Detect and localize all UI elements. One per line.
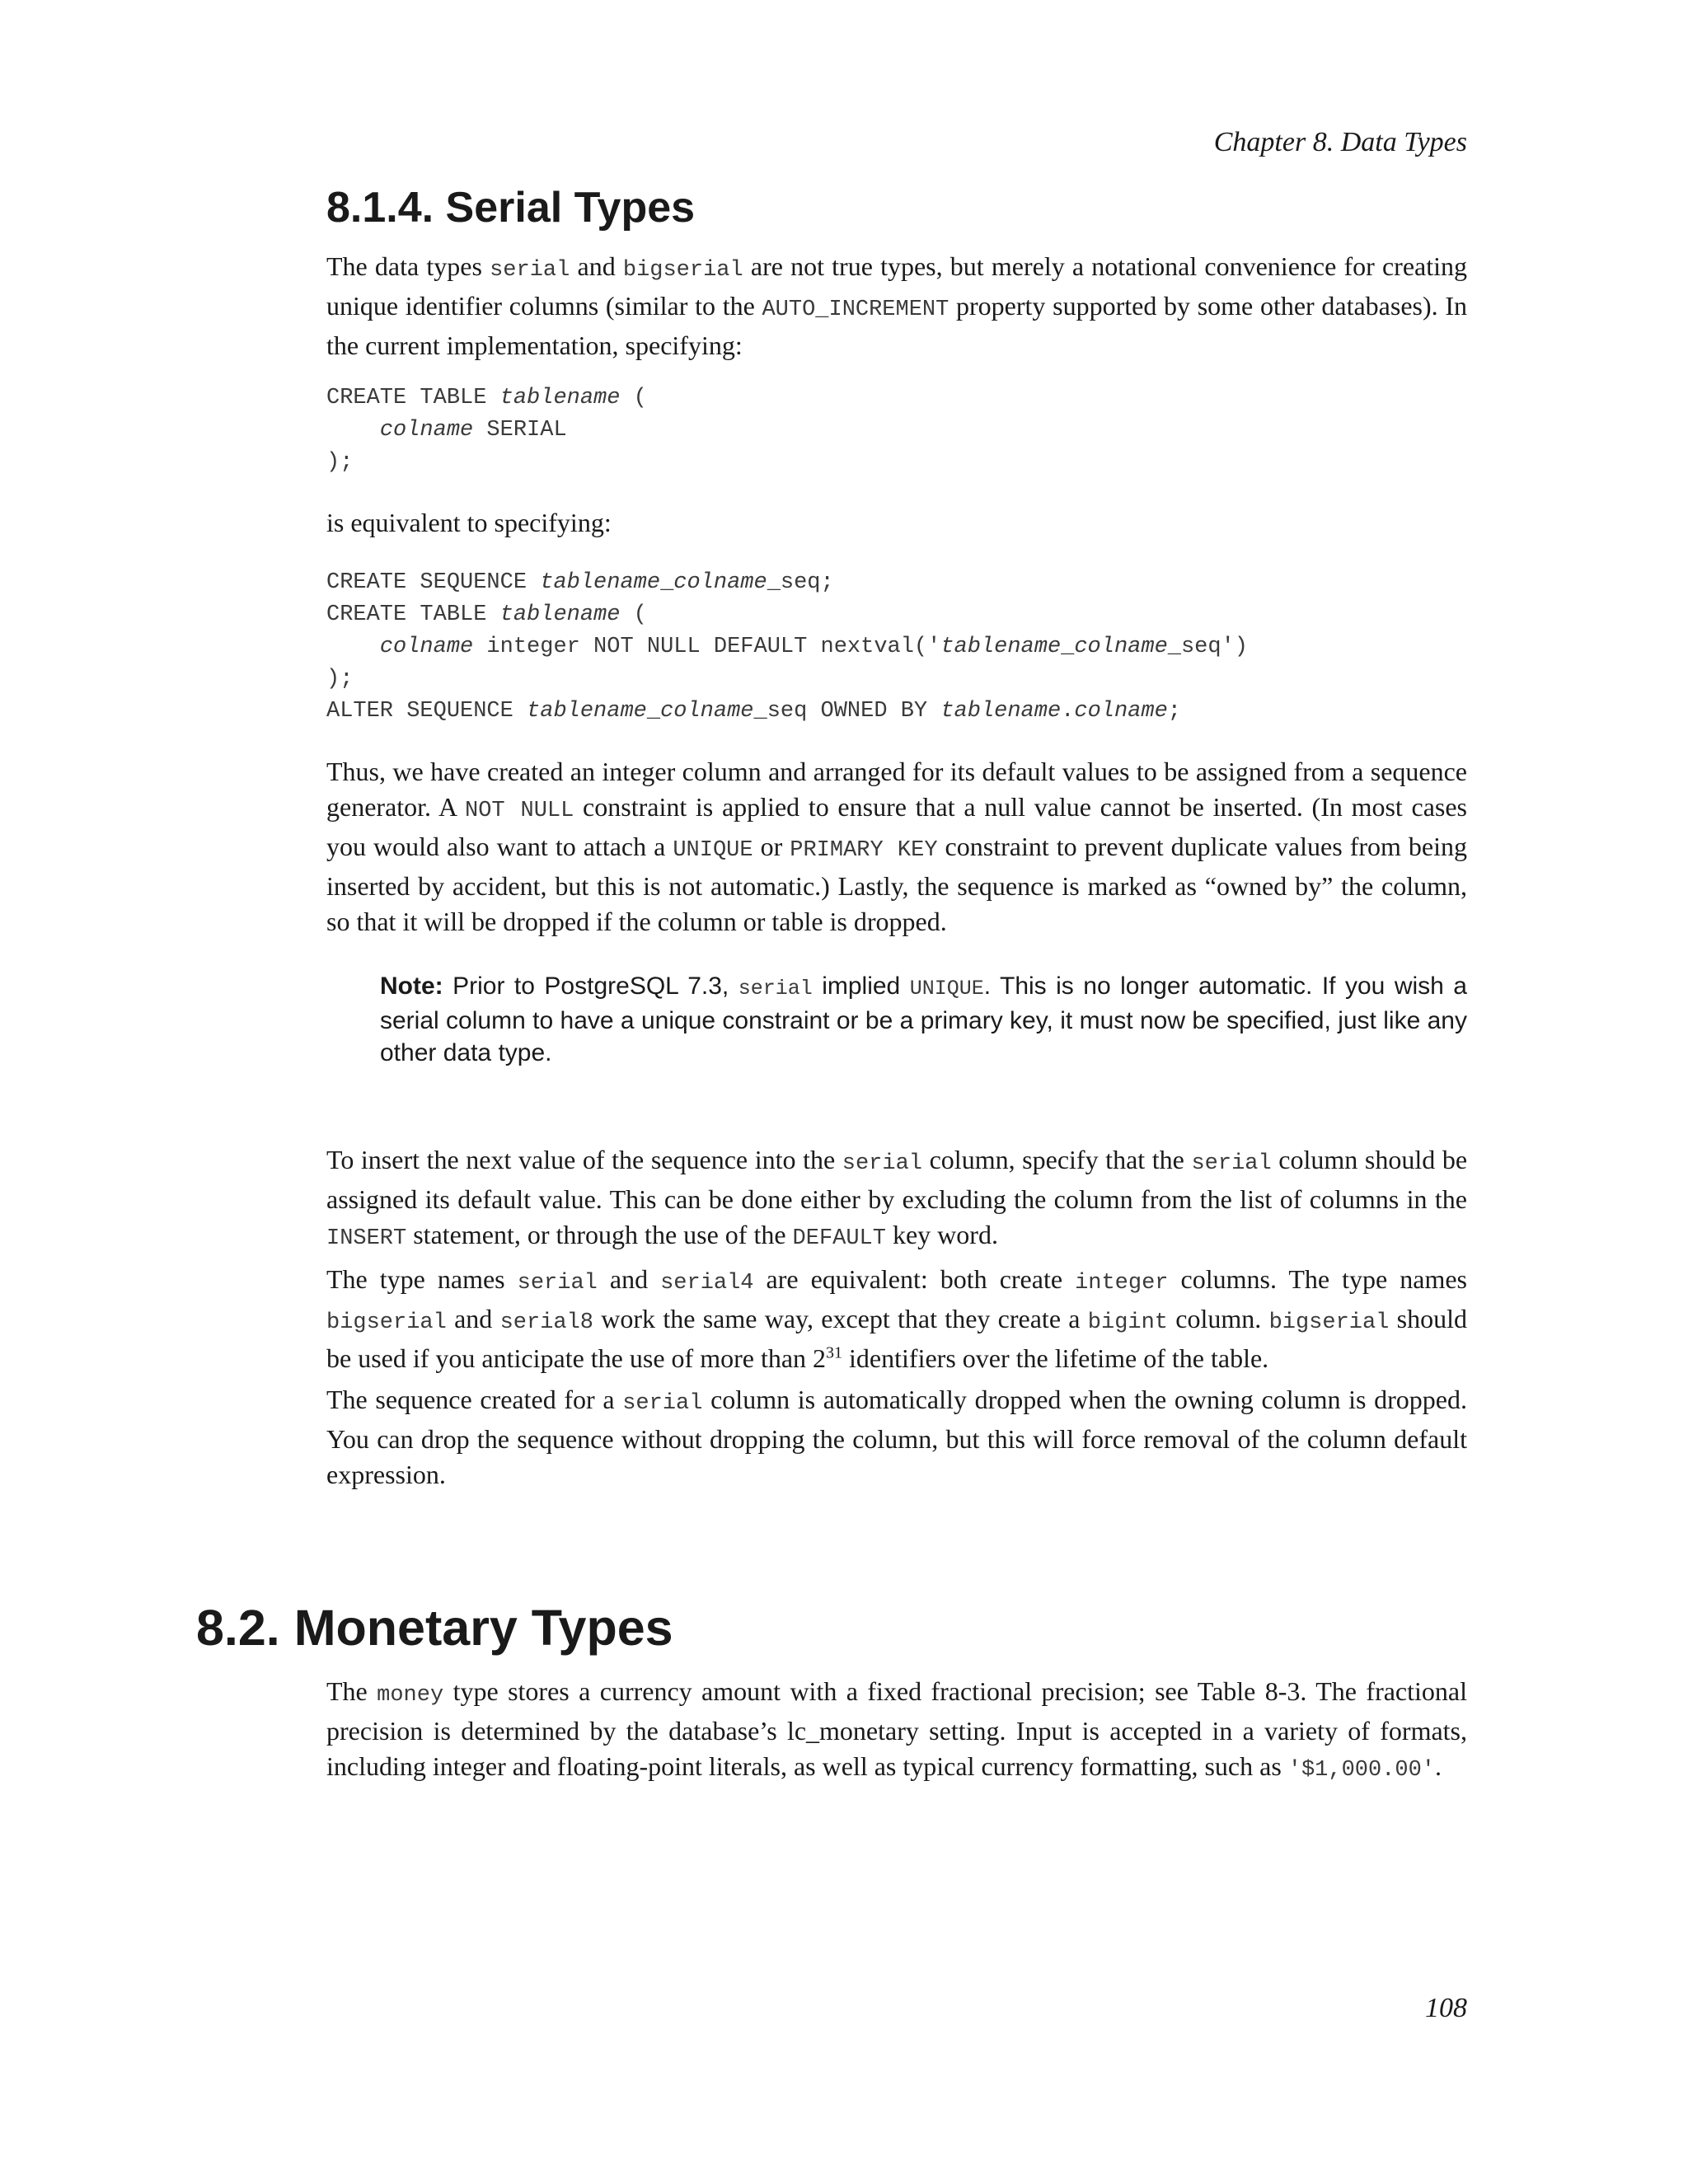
paragraph-money: The money type stores a currency amount with a fixed fractional precision; see Table 8-3. The fractional precision is determined by the database’s lc_monetary setting. Input is accepted in a variety of formats, including integer and floating-point literals, as well as typical currency formatting, such as '$1,000.00'. [326,1676,1468,1783]
section-title-monetary-types: 8.2. Monetary Types [196,1600,673,1656]
code-block-create-table: CREATE TABLE tablename ( colname SERIAL ); [326,386,647,475]
inline-code: integer [1075,1271,1169,1296]
inline-code: PRIMARY KEY [790,838,938,863]
inline-code: serial [1191,1151,1272,1176]
paragraph-type-names: The type names serial and serial4 are equivalent: both create integer columns. The type names bigserial and serial8 work the same way, except that they create a bigint column. bigserial should be used if you anticipate the use of more than $2^{31}$ identifiers over the lifetime of the table. [326,1264,1468,1373]
inline-code: serial [622,1391,703,1416]
inline-code: serial [490,258,570,283]
superscript-exponent: 31 [826,1343,843,1362]
paragraph-sequence-dropped: The sequence created for a serial column is automatically dropped when the owning column is dropped. You can drop the sequence without dropping the column, but this will force removal of the column default expression. [326,1385,1468,1489]
inline-code: serial [738,977,813,1001]
inline-code: bigint [1087,1310,1169,1335]
inline-code: serial [517,1271,598,1296]
inline-code: '$1,000.00' [1287,1758,1435,1783]
paragraph-serial-intro: The data types serial and bigserial are not true types, but merely a notational convenience for creating unique identifier columns (similar to the AUTO_INCREMENT property supported by some other databases). In the current implementation, specifying: [326,251,1468,360]
inline-code: bigserial [1268,1310,1390,1335]
inline-code: AUTO_INCREMENT [762,298,950,322]
code-block-sequence: CREATE SEQUENCE tablename_colname_seq; CREATE TABLE tablename ( colname integer NOT NULL DEFAULT nextval('tablename_colname_seq') ); ALTER SEQUENCE tablename_colname_seq OWNED BY tablename.colname; [326,570,1248,724]
inline-code: serial [842,1151,922,1176]
inline-code: INSERT [326,1226,407,1251]
section-title-serial-types: 8.1.4. Serial Types [326,184,696,232]
inline-code: money [377,1683,444,1708]
paragraph-insert: To insert the next value of the sequence into the serial column, specify that the serial column should be assigned its default value. This can be done either by excluding the column from the list of columns in the INSERT statement, or through the use of the DEFAULT key word. [326,1145,1468,1251]
inline-code: bigserial [622,258,743,283]
inline-code: UNIQUE [673,838,753,863]
paragraph-thus: Thus, we have created an integer column and arranged for its default values to be assigned from a sequence generator. A NOT NULL constraint is applied to ensure that a null value cannot be inserted. (In most cases you would also want to attach a UNIQUE or PRIMARY KEY constraint to prevent duplicate values from being inserted by accident, but this is not automatic.) Lastly, the sequence is marked as “owned by” the column, so that it will be dropped if the column or table is dropped. [326,757,1468,936]
inline-code: DEFAULT [792,1226,886,1251]
inline-code: bigserial [326,1310,447,1335]
inline-code: serial8 [499,1310,594,1335]
note-label: Note: [380,972,443,1000]
paragraph-equivalent: is equivalent to specifying: [326,508,612,537]
running-header: Chapter 8. Data Types [1213,127,1467,157]
inline-code: NOT NULL [465,799,574,823]
inline-code: serial4 [660,1271,754,1296]
page-number: 108 [1425,1993,1467,2023]
inline-code: UNIQUE [909,977,984,1001]
note-block: Note: Prior to PostgreSQL 7.3, serial implied UNIQUE. This is no longer automatic. If you wish a serial column to have a unique constraint or be a primary key, it must now be specified, just like any other data type. [380,972,1467,1066]
